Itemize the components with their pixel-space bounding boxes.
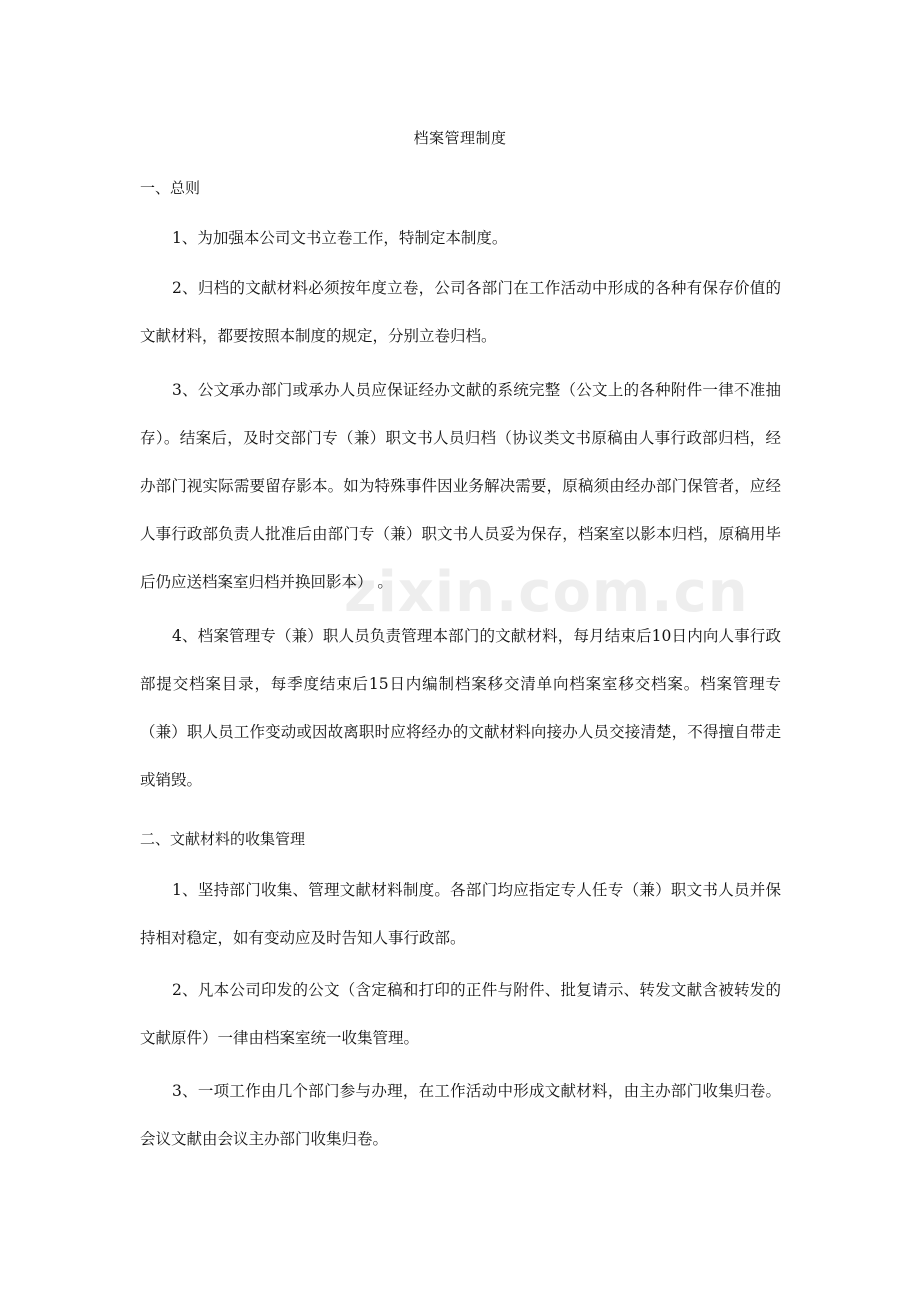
watermark: zixin.com.cn [344,560,749,625]
paragraph-collection-2: 2、凡本公司印发的公文（含定稿和打印的正件与附件、批复请示、转发文献含被转发的文献原件）一律由档案室统一收集管理。 [140,981,781,1047]
document-title: 档案管理制度 [413,129,507,147]
paragraph-general-2: 2、归档的文献材料必须按年度立卷，公司各部门在工作活动中形成的各种有保存价值的文献材料，都要按照本制度的规定，分别立卷归档。 [140,279,781,345]
paragraph-collection-1: 1、坚持部门收集、管理文献材料制度。各部门均应指定专人任专（兼）职文书人员并保持相对稳定，如有变动应及时告知人事行政部。 [140,881,781,947]
section-heading-general: 一、总则 [140,179,201,197]
paragraph-general-3: 3、公文承办部门或承办人员应保证经办文献的系统完整（公文上的各种附件一律不准抽存）。结案后，及时交部门专（兼）职文书人员归档（协议类文书原稿由人事行政部归档，经办部门视实际需要留存影本。如为特殊事件因业务解决需要，原稿须由经办部门保管者，应经人事行政部负责人批准后由部门专（兼）职文书人员妥为保存，档案室以影本归档，原稿用毕后仍应送档案室归档并换回影本） 。 [140,381,781,591]
paragraph-collection-3: 3、一项工作由几个部门参与办理，在工作活动中形成文献材料，由主办部门收集归卷。会议文献由会议主办部门收集归卷。 [140,1082,781,1148]
section-heading-collection: 二、文献材料的收集管理 [140,830,306,848]
paragraph-general-1: 1、为加强本公司文书立卷工作，特制定本制度。 [172,229,508,247]
paragraph-general-4: 4、档案管理专（兼）职人员负责管理本部门的文献材料，每月结束后10日内向人事行政部提交档案目录，每季度结束后15日内编制档案移交清单向档案室移交档案。档案管理专（兼）职人员工作变动或因故离职时应将经办的文献材料向接办人员交接清楚，不得擅自带走或销毁。 [140,627,781,789]
